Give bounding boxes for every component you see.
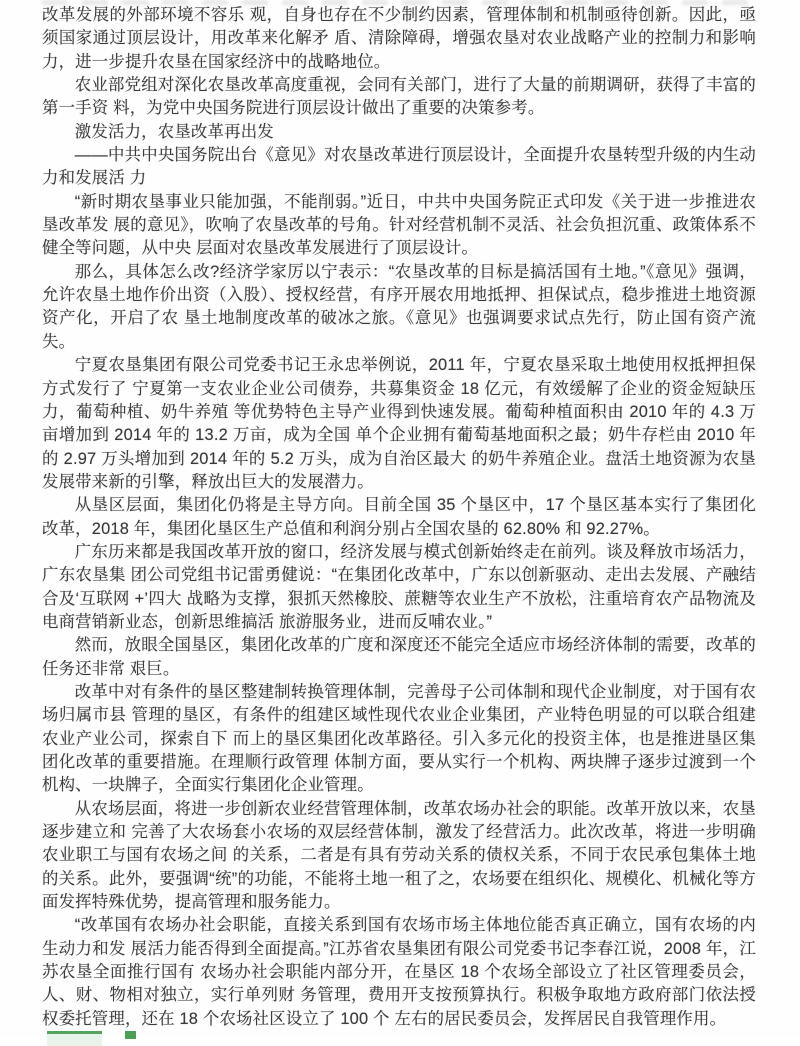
article-body xyxy=(42,4,756,1031)
article-paragraph: 那么，具体怎么改?经济学家厉以宁表示：“农垦改革的目标是搞活国有土地。”《意见》强调，允许农垦土地作价出资（入股）、授权经营，有序开展农用地抵押、担保试点，稳步推进土地资源资产化，开启了农 垦土地制度改革的破冰之旅。《意见》也强调要求试点先行，防止国有资产流失。 xyxy=(42,262,756,351)
article-paragraph: 广东历来都是我国改革开放的窗口，经济发展与模式创新始终走在前列。谈及释放市场活力，广东农垦集 团公司党组书记雷勇健说：“在集团化改革中，广东以创新驱动、走出去发展、产融结合及‘互联网 +’四大 战略为支撑，狠抓天然橡胶、蔗糖等农业生产不放松，注重培育农产品物流及电商营销新业态，创新思维搞活 旅游服务业，进而反哺农业。” xyxy=(42,542,756,631)
article-paragraph: 宁夏农垦集团有限公司党委书记王永忠举例说，2011 年，宁夏农垦采取土地使用权抵押担保方式发行了 宁夏第一支农业企业公司债券，共募集资金 18 亿元，有效缓解了企业的资金短缺压力，葡萄种植、奶牛养殖 等优势特色主导产业得到快速发展。葡萄种植面积由 2010 年的 4.3 万亩增加到 2014 年的 13.2 万亩，成为全国 单个企业拥有葡萄基地面积之最；奶牛存栏由 2010 年的 2.97 万头增加到 2014 年的 5.2 万头，成为自治区最大 的奶牛养殖企业。盘活土地资源为农垦发展带来新的引擎，释放出巨大的发展潜力。 xyxy=(42,356,756,491)
article-paragraph: “新时期农垦事业只能加强，不能削弱。”近日，中共中央国务院正式印发《关于进一步推进农垦改革发 展的意见》，吹响了农垦改革的号角。针对经营机制不灵活、社会负担沉重、政策体系不健全等问题，从中央 层面对农垦改革发展进行了顶层设计。 xyxy=(42,192,756,258)
article-paragraph: 农业部党组对深化农垦改革高度重视，会同有关部门，进行了大量的前期调研，获得了丰富的第一手资 料，为党中央国务院进行顶层设计做出了重要的决策参考。 xyxy=(42,76,756,118)
article-paragraph: 然而，放眼全国垦区，集团化改革的广度和深度还不能完全适应市场经济体制的需要，改革的任务还非常 艰巨。 xyxy=(42,636,756,678)
cutoff-green-marker xyxy=(125,1031,136,1039)
article-paragraph: “改革国有农场办社会职能，直接关系到国有农场市场主体地位能否真正确立，国有农场的内生动力和发 展活力能否得到全面提高。”江苏省农垦集团有限公司党委书记李春江说，2008 年，江苏农垦全面推行国有 农场办社会职能内部分开，在垦区 18 个农场全部设立了社区管理委员会，人、财、物相对独立，实行单列财 务管理，费用开支按预算执行。积极争取地方政府部门依法授权委托管理，还在 18 个农场社区设立了 100 个 左右的居民委员会，发挥居民自我管理作用。 xyxy=(42,916,756,1028)
article-paragraph: 从垦区层面，集团化仍将是主导方向。目前全国 35 个垦区中，17 个垦区基本实行了集团化改革，2018 年，集团化垦区生产总值和利润分别占全国农垦的 62.80% 和 92.27%。 xyxy=(42,496,756,538)
article-paragraph: 改革发展的外部环境不容乐 观，自身也存在不少制约因素，管理体制和机制亟待创新。因此，亟须国家通过顶层设计，用改革来化解矛 盾、清除障碍，增强农垦对农业战略产业的控制力和影响力，进一步提升农垦在国家经济中的战略地位。 xyxy=(42,6,756,71)
article-subtitle-line: ——中共中央国务院出台《意见》对农垦改革进行顶层设计，全面提升农垦转型升级的内生动力和发展活 力 xyxy=(42,146,756,188)
article-paragraph: 改革中对有条件的垦区整建制转换管理体制，完善母子公司体制和现代企业制度，对于国有农场归属市县 管理的垦区，有条件的组建区域性现代农业企业集团，产业特色明显的可以联合组建农业产业公司，探索自下 而上的垦区集团化改革路径。引入多元化的投资主体，也是推进垦区集团化改革的重要措施。在理顺行政管理 体制方面，要从实行一个机构、两块牌子逐步过渡到一个机构、一块牌子，全面实行集团化企业管理。 xyxy=(42,682,756,795)
article-subheading: 激发活力，农垦改革再出发 xyxy=(74,122,274,141)
cutoff-green-box-top-edge xyxy=(47,1031,102,1046)
article-paragraph: 从农场层面，将进一步创新农业经营管理体制，改革农场办社会的职能。改革开放以来，农垦逐步建立和 完善了大农场套小农场的双层经营体制，激发了经营活力。此次改革，将进一步明确农业职工与国有农场之间 的关系，二者是有具有劳动关系的债权关系，不同于农民承包集体土地的关系。此外，要强调“统”的功能，不能将土地一租了之，农场要在组织化、规模化、机械化等方面发挥特殊优势，提高管理和服务能力。 xyxy=(42,799,756,912)
